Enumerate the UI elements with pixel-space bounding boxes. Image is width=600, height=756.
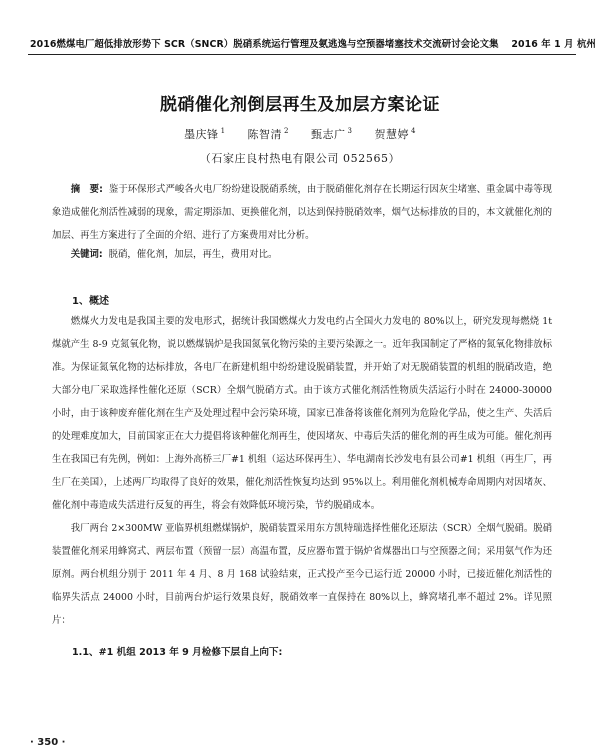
- abstract-text: 鉴于环保形式严峻各火电厂纷纷建设脱硝系统，由于脱硝催化剂存在长期运行因灰尘堵塞、重金属中毒等现象造成催化剂活性减弱的现象，需定期添加、更换催化剂，以达到保持脱硝效率，烟气达标排放的目的，本文就催化剂的加层、再生方案进行了全面的介绍、进行了方案费用对比分析。: [52, 184, 552, 241]
- author-name: 墨庆锋: [184, 128, 219, 141]
- author-affiliation-mark: 2: [284, 127, 289, 136]
- body-paragraph: 我厂两台 2×300MW 亚临界机组燃煤锅炉，脱硝装置采用东方凯特瑞选择性催化还原法（SCR）全烟气脱硝。脱硝装置催化剂采用蜂窝式、两层布置（预留一层）高温布置，反应器布置于锅炉省煤器出口与空预器之间；采用氨气作为还原剂。两台机组分别于 2011 年 4 月、8 月 168 试验结束，正式投产至今已运行近 20000 小时，已接近催化剂活性的临界失活点 24000 小时，目前两台炉运行效果良好，脱硝效率一直保持在 80%以上，蜂窝堵孔率不超过 2%。详见照片：: [52, 523, 552, 626]
- author: [374, 126, 415, 142]
- author-affiliation-mark: 1: [220, 127, 226, 136]
- body-paragraph: 燃煤火力发电是我国主要的发电形式，据统计我国燃煤火力发电约占全国火力发电的 80%以上，研究发现每燃烧 1t 煤就产生 8-9 克氮氧化物，说以燃煤锅炉是我国氮氧化物污染的主要污染源之一。近年我国制定了严格的氮氧化物排放标准。为保证氮氧化物的达标排放，各电厂在新建机组中纷纷建设脱硝装置，并开始了对无脱硝装置的机组的脱硝改造，绝大部分电厂采取选择性催化还原（SCR）全烟气脱硝方式。由于该方式催化剂活性物质失活运行小时在 24000-30000 小时，由于该种废弃催化剂在生产及处理过程中会污染环境，国家已准备将该催化剂列为危险化学品，使之生产、失活后的处理难度加大，目前国家正在大力提倡将该种催化剂再生，使因堵灰、中毒后失活的催化剂的再生成为可能。催化剂再生在我国已有先例，例如：上海外高桥三厂#1 机组（运达环保再生）、华电湖南长沙发电有县公司#1 机组（再生厂，再生厂在美国），上述两厂均取得了良好的效果，催化剂活性恢复均达到 95%以上。利用催化剂机械寿命周期内对因堵灰、催化剂中毒造成失活进行反复的再生，将会有效降低环境污染，节约脱硝成本。: [52, 316, 552, 511]
- author-name: 贺慧婷: [374, 128, 409, 141]
- paper-title: 脱硝催化剂倒层再生及加层方案论证: [160, 95, 440, 115]
- page-number: · 350 ·: [30, 737, 66, 748]
- section-heading: 1、概述: [72, 296, 109, 307]
- author-affiliation-mark: 3: [347, 127, 353, 136]
- author-name: 甄志广: [311, 128, 346, 141]
- keywords-text: 脱硝，催化剂，加层，再生，费用对比。: [108, 249, 278, 260]
- author-name: 陈智清: [247, 128, 283, 141]
- keywords: [52, 246, 552, 264]
- author-list: [0, 126, 600, 142]
- subsection-heading: 1.1、#1 机组 2013 年 9 月检修下层自上向下:: [72, 647, 283, 658]
- running-header: 2016燃煤电厂超低排放形势下 SCR（SNCR）脱硝系统运行管理及氨逃逸与空预器堵塞技术交流研讨会论文集 2016 年 1 月 杭州: [30, 39, 596, 50]
- author: [184, 126, 225, 142]
- keywords-label: 关键词:: [70, 249, 103, 260]
- header-rule: [28, 54, 576, 55]
- author-affiliation-mark: 4: [410, 127, 416, 136]
- author: [248, 126, 289, 142]
- section-body: [52, 310, 552, 632]
- abstract-label: 摘 要:: [70, 184, 103, 195]
- abstract: [52, 178, 552, 247]
- author: [311, 126, 352, 142]
- affiliation: （石家庄良村热电有限公司 052565）: [199, 152, 401, 165]
